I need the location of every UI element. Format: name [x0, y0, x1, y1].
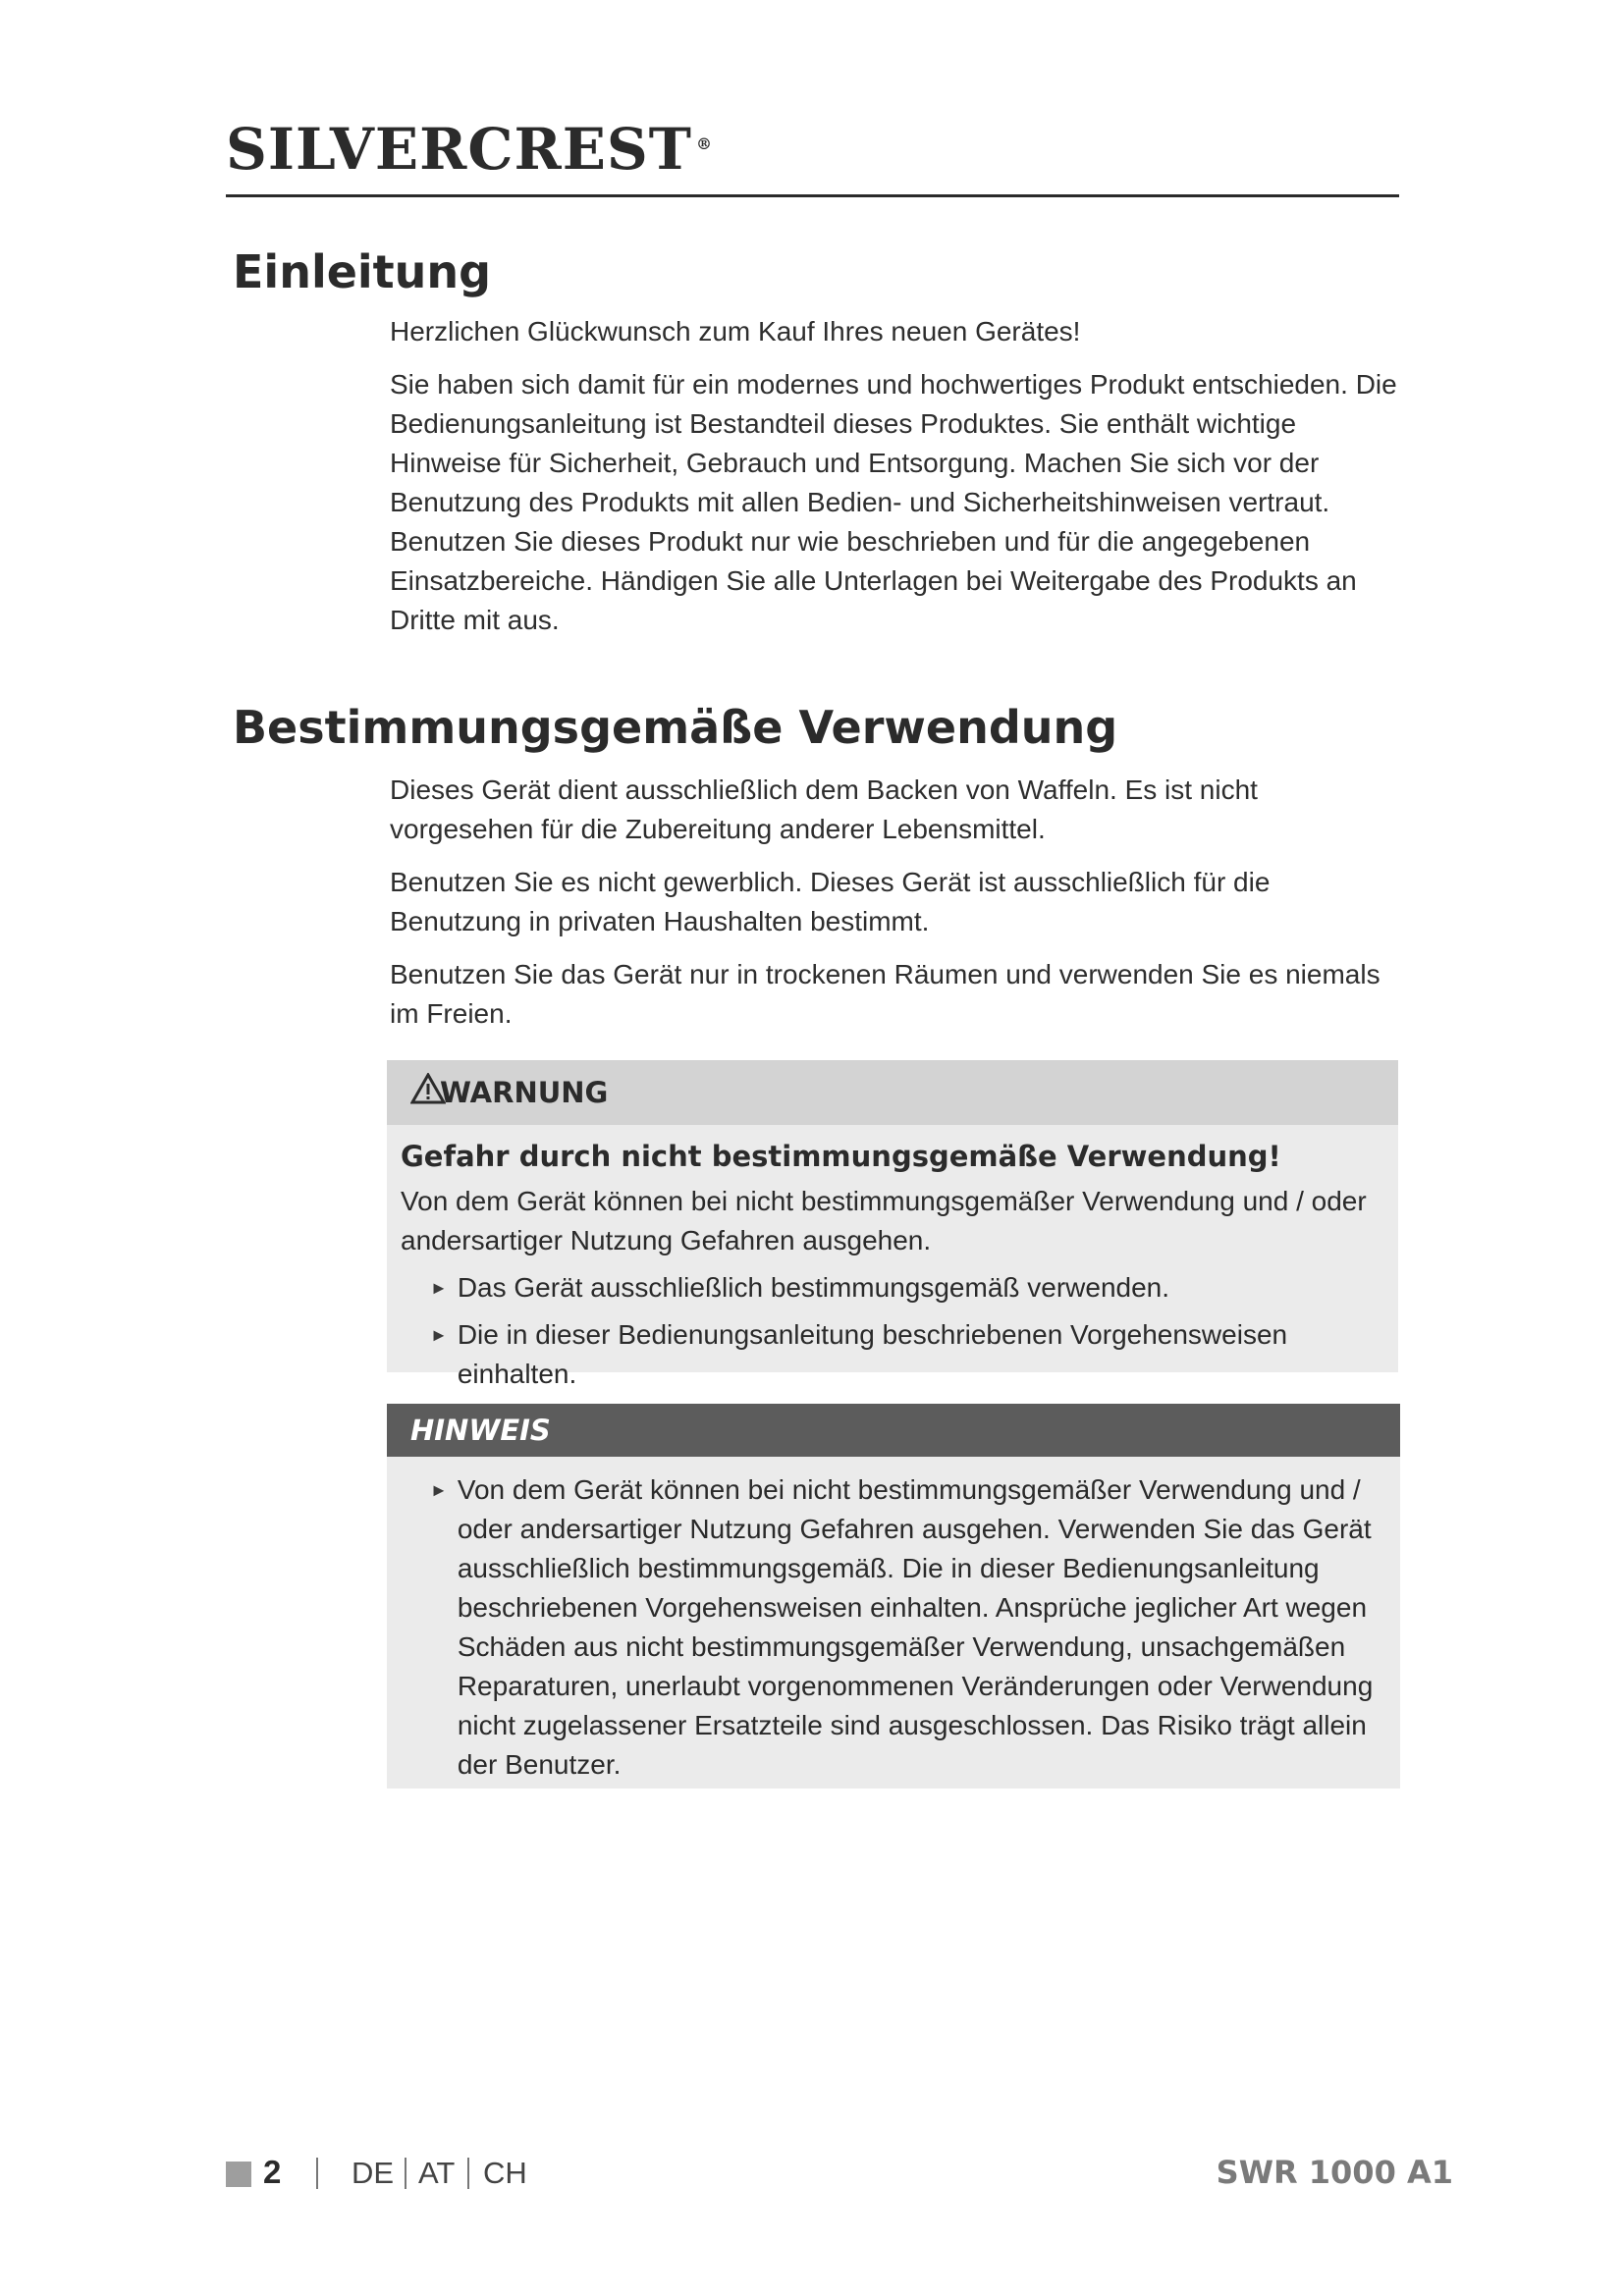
intro-body — [390, 312, 1401, 654]
lang-at: AT — [418, 2156, 456, 2190]
note-box — [387, 1404, 1400, 1789]
logo-text: SILVERCREST — [226, 116, 692, 183]
model-number: SWR 1000 A1 — [1216, 2154, 1453, 2191]
header-rule — [226, 194, 1399, 197]
silvercrest-logo — [226, 116, 713, 183]
usage-paragraph-1: Dieses Gerät dient ausschließlich dem Backen von Waffeln. Es ist nicht vorgesehen für die Zubereitung anderer Lebensmittel. — [390, 774, 1258, 844]
registered-mark: ® — [695, 133, 713, 153]
warning-box — [387, 1060, 1398, 1389]
arrow-right-icon: ► — [430, 1278, 448, 1298]
warning-bullet-text: Die in dieser Bedienungsanleitung beschriebenen Vorgehensweisen einhalten. — [457, 1319, 1288, 1389]
footer-separator — [316, 2158, 318, 2189]
warning-content — [387, 1125, 1398, 1394]
footer-separator — [405, 2158, 406, 2189]
usage-paragraph-2: Benutzen Sie es nicht gewerblich. Dieses Gerät ist ausschließlich für die Benutzung in privaten Haushalten bestimmt. — [390, 867, 1271, 936]
usage-heading: Bestimmungsgemäße Verwendung — [233, 701, 1118, 754]
intro-paragraph-2: Sie haben sich damit für ein modernes und hochwertiges Produkt entschieden. Die Bedienungsanleitung ist Bestandteil dieses Produktes. Sie enthält wichtige Hinweise für Sicherheit, Gebrauch und Entsorgung. Machen Sie sich vor der Benutzung des Produkts mit allen Bedien- und Sicherheitshinweisen vertraut. Benutzen Sie dieses Produkt nur wie beschrieben und für die angegebenen Einsatzbereiche. Händigen Sie alle Unterlagen bei Weitergabe des Produkts an Dritte mit aus. — [390, 369, 1397, 635]
footer-separator — [467, 2158, 469, 2189]
intro-heading: Einleitung — [233, 245, 492, 298]
usage-body — [390, 771, 1401, 1047]
warning-text: Von dem Gerät können bei nicht bestimmungsgemäßer Verwendung und / oder andersartiger Nutzung Gefahren ausgehen. — [401, 1186, 1367, 1255]
arrow-right-icon: ► — [430, 1325, 448, 1345]
warning-header — [387, 1060, 1398, 1125]
warning-bullet — [430, 1268, 1384, 1308]
usage-paragraph-3: Benutzen Sie das Gerät nur in trockenen Räumen und verwenden Sie es niemals im Freien. — [390, 959, 1380, 1029]
lang-ch: CH — [483, 2156, 527, 2190]
intro-paragraph-1: Herzlichen Glückwunsch zum Kauf Ihres neuen Gerätes! — [390, 316, 1081, 347]
note-bullet — [387, 1457, 1400, 1785]
arrow-right-icon: ► — [430, 1480, 448, 1500]
page-footer — [226, 2152, 1453, 2195]
lang-de: DE — [352, 2156, 395, 2190]
footer-square-icon — [226, 2162, 251, 2187]
note-header — [387, 1404, 1400, 1457]
note-label: HINWEIS — [410, 1414, 551, 1447]
page-number: 2 — [263, 2154, 282, 2190]
warning-subtitle: Gefahr durch nicht bestimmungsgemäße Verwendung! — [401, 1140, 1281, 1173]
warning-label: WARNUNG — [440, 1076, 609, 1109]
warning-bullet — [430, 1315, 1384, 1394]
warning-bullet-text: Das Gerät ausschließlich bestimmungsgemäß verwenden. — [457, 1272, 1170, 1303]
note-text: Von dem Gerät können bei nicht bestimmungsgemäßer Verwendung und / oder andersartiger Nutzung Gefahren ausgehen. Verwenden Sie das Gerät ausschließlich bestimmungsgemäß. Die in dieser Bedienungsanleitung beschriebenen Vorgehensweisen einhalten. Ansprüche jeglicher Art wegen Schäden aus nicht bestimmungsgemäßer Verwendung, unsachgemäßen Reparaturen, unerlaubt vorgenommenen Veränderungen oder Verwendung nicht zugelassener Ersatzteile sind ausgeschlossen. Das Risiko trägt allein der Benutzer. — [457, 1474, 1374, 1780]
